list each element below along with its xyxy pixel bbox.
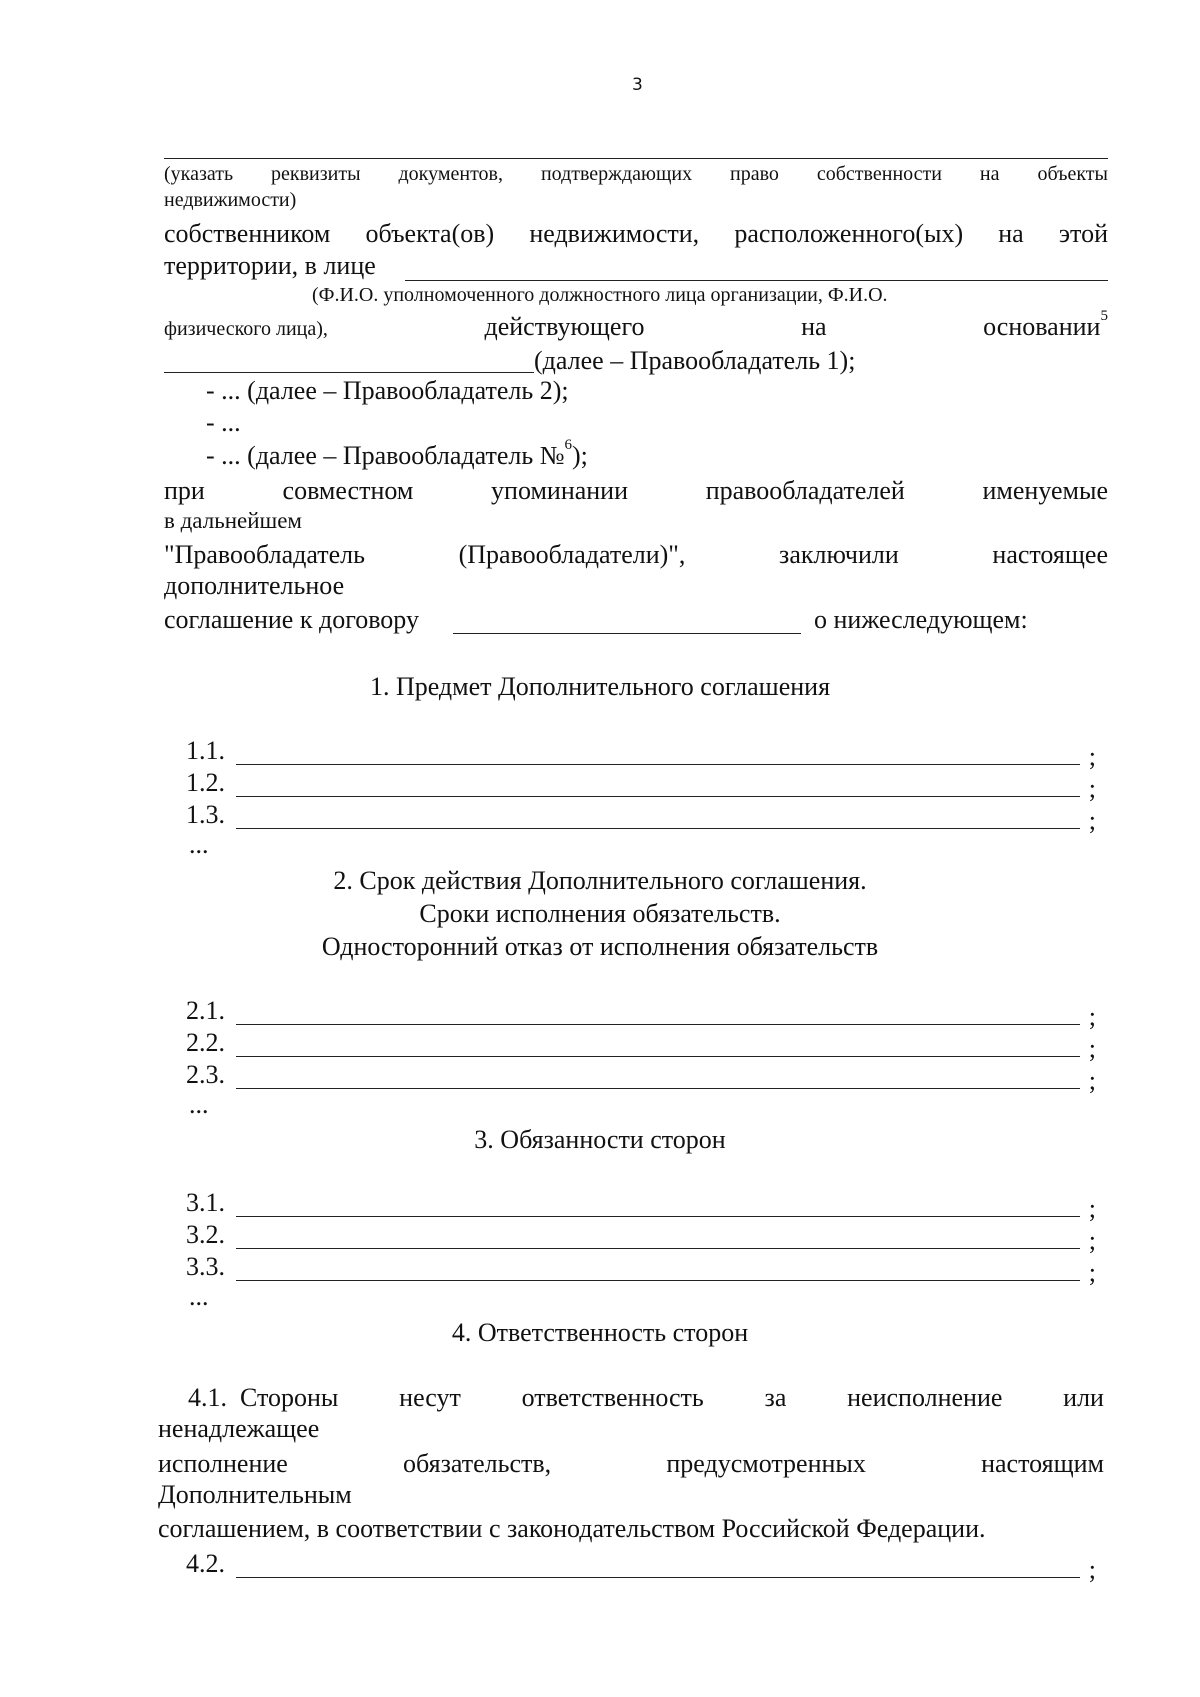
blank-line <box>164 372 534 373</box>
section-title: 2. Срок действия Дополнительного соглашения. <box>333 866 867 895</box>
list-item: 2.1. ; <box>186 996 1096 1031</box>
holder-2: - ... (далее – Правообладатель 2); <box>206 376 569 405</box>
list-item: 1.1. ; <box>186 736 1096 771</box>
ellipsis: ... <box>189 830 209 859</box>
fio-hint-line-1: (Ф.И.О. уполномоченного должностного лица организации, Ф.И.О. <box>312 284 888 306</box>
word: объекты <box>1037 163 1108 185</box>
paragraph-line-4: Дополнительным <box>158 1480 352 1509</box>
word: документов, <box>398 163 503 185</box>
list-item: 1.3. ; <box>186 800 1096 835</box>
list-item: 3.1. ; <box>186 1188 1096 1223</box>
paragraph-line-2: ненадлежащее <box>158 1414 320 1443</box>
holder-1: (далее – Правообладатель 1); <box>534 346 856 375</box>
word: на <box>979 163 1000 185</box>
list-item: 3.3. ; <box>186 1252 1096 1287</box>
fio-hint-line-2: физического лица), действующего на основании$^5$ <box>164 308 1108 341</box>
joint-line-1: при совместном упоминании правообладателей именуемые <box>164 476 1108 505</box>
section-title: Односторонний отказ от исполнения обязательств <box>321 932 879 961</box>
word: подтверждающих <box>540 163 693 185</box>
section-title: 1. Предмет Дополнительного соглашения <box>369 672 831 701</box>
word: реквизиты <box>271 163 361 185</box>
holder-n: - ... (далее – Правообладатель №$^6$); <box>206 437 588 470</box>
word: собственности <box>816 163 942 185</box>
joint-line-4: дополнительное <box>164 571 345 600</box>
doc-hint-line <box>164 163 1108 186</box>
section-title: 3. Обязанности сторон <box>474 1125 726 1154</box>
ellipsis: ... <box>189 1282 209 1311</box>
paragraph-line-1: 4.1. Стороны несут ответственность за неисполнение или <box>188 1383 1104 1412</box>
section-title: Сроки исполнения обязательств. <box>419 899 781 928</box>
list-item: 4.2. ; <box>186 1549 1096 1584</box>
joint-line-2: в дальнейшем <box>164 508 302 533</box>
blank-line <box>405 280 1108 281</box>
list-item: 1.2. ; <box>186 768 1096 803</box>
joint-line-3: "Правообладатель (Правообладатели)", заключили настоящее <box>164 540 1108 569</box>
word: право <box>730 163 779 185</box>
agreement-suffix: о нижеследующем: <box>814 605 1028 634</box>
word: (указать <box>164 163 234 185</box>
holder-dots: - ... <box>206 408 241 437</box>
ellipsis: ... <box>189 1090 209 1119</box>
footnote-6: 6 <box>564 437 573 453</box>
agreement-prefix: соглашение к договору <box>164 605 419 634</box>
list-item: 3.2. ; <box>186 1220 1096 1255</box>
paragraph-line-3: исполнение обязательств, предусмотренных настоящим <box>158 1449 1104 1478</box>
paragraph-line-5: соглашением, в соответствии с законодательством Российской Федерации. <box>158 1514 986 1543</box>
owner-line-2: территории, в лице <box>164 251 376 280</box>
owner-line-1: собственником объекта(ов) недвижимости, расположенного(ых) на этой <box>164 219 1108 248</box>
blank-line <box>453 633 801 634</box>
section-title: 4. Ответственность сторон <box>451 1318 749 1347</box>
blank-line <box>164 158 1108 159</box>
footnote-5: 5 <box>1100 308 1108 324</box>
page-number: 3 <box>632 75 643 95</box>
list-item: 2.2. ; <box>186 1028 1096 1063</box>
doc-hint-line-2: недвижимости) <box>164 189 297 211</box>
list-item: 2.3. ; <box>186 1060 1096 1095</box>
